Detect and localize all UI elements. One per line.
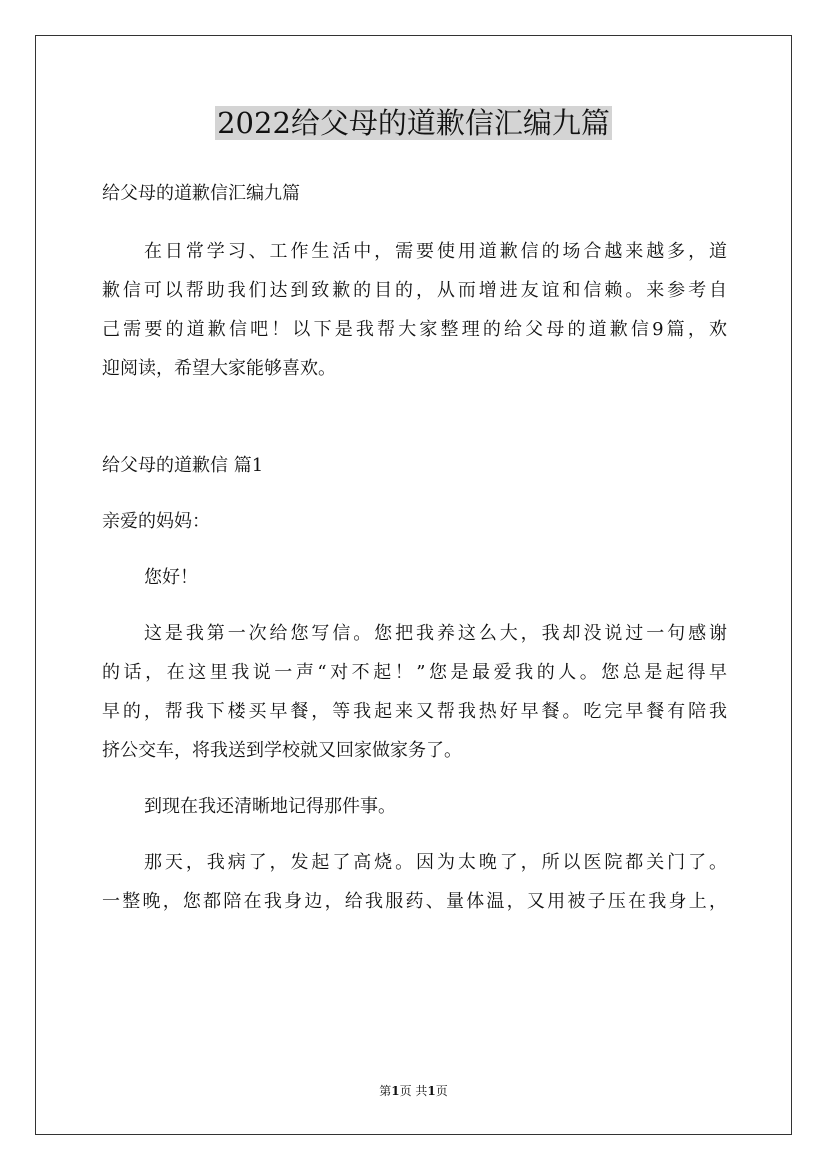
intro-line: 迎阅读，希望大家能够喜欢。: [102, 358, 336, 379]
section-heading-text: 给父母的道歉信 篇1: [102, 455, 264, 476]
document-title: [0, 103, 827, 143]
footer-page-number: 1: [391, 1084, 400, 1098]
letter-line: 挤公交车，将我送到学校就又回家做家务了。: [102, 740, 462, 761]
document-body: [102, 174, 727, 940]
letter-line: 一整晚，您都陪在我身边，给我服药、量体温，又用被子压在我身上，: [102, 891, 727, 912]
letter-line: 这是我第一次给您写信。您把我养这么大，我却没说过一句感谢: [144, 623, 727, 644]
footer-page-mid: 页 共: [399, 1084, 428, 1098]
letter-line: 的话，在这里我说一声“对不起！”您是最爱我的人。您总是起得早: [102, 662, 727, 683]
intro-line: 歉信可以帮助我们达到致歉的目的，从而增进友谊和信赖。来参考自: [102, 280, 727, 301]
page-footer: [0, 1082, 827, 1099]
salutation-paragraph: [102, 502, 727, 541]
letter-paragraph-2: [102, 787, 727, 826]
intro-line: 在日常学习、工作生活中，需要使用道歉信的场合越来越多，道: [144, 241, 727, 262]
title-text: 2022给父母的道歉信汇编九篇: [217, 106, 610, 140]
letter-paragraph-1: [102, 614, 727, 770]
subtitle-line: 给父母的道歉信汇编九篇: [102, 183, 300, 204]
footer-page-total: 1: [427, 1084, 436, 1098]
intro-paragraph: [102, 232, 727, 388]
footer-page-suffix: 页: [435, 1084, 448, 1098]
letter-line: 到现在我还清晰地记得那件事。: [144, 796, 396, 817]
section-heading: [102, 446, 727, 485]
greeting-text: 您好！: [144, 567, 198, 588]
letter-paragraph-3: [102, 843, 727, 921]
letter-line: 那天，我病了，发起了高烧。因为太晚了，所以医院都关门了。: [144, 852, 727, 873]
footer-page-prefix: 第: [379, 1084, 392, 1098]
intro-line: 己需要的道歉信吧！以下是我帮大家整理的给父母的道歉信9篇，欢: [102, 319, 727, 340]
salutation-text: 亲爱的妈妈：: [102, 511, 210, 532]
letter-line: 早的，帮我下楼买早餐，等我起来又帮我热好早餐。吃完早餐有陪我: [102, 701, 727, 722]
subtitle-paragraph: [102, 174, 727, 213]
greeting-paragraph: [102, 558, 727, 597]
